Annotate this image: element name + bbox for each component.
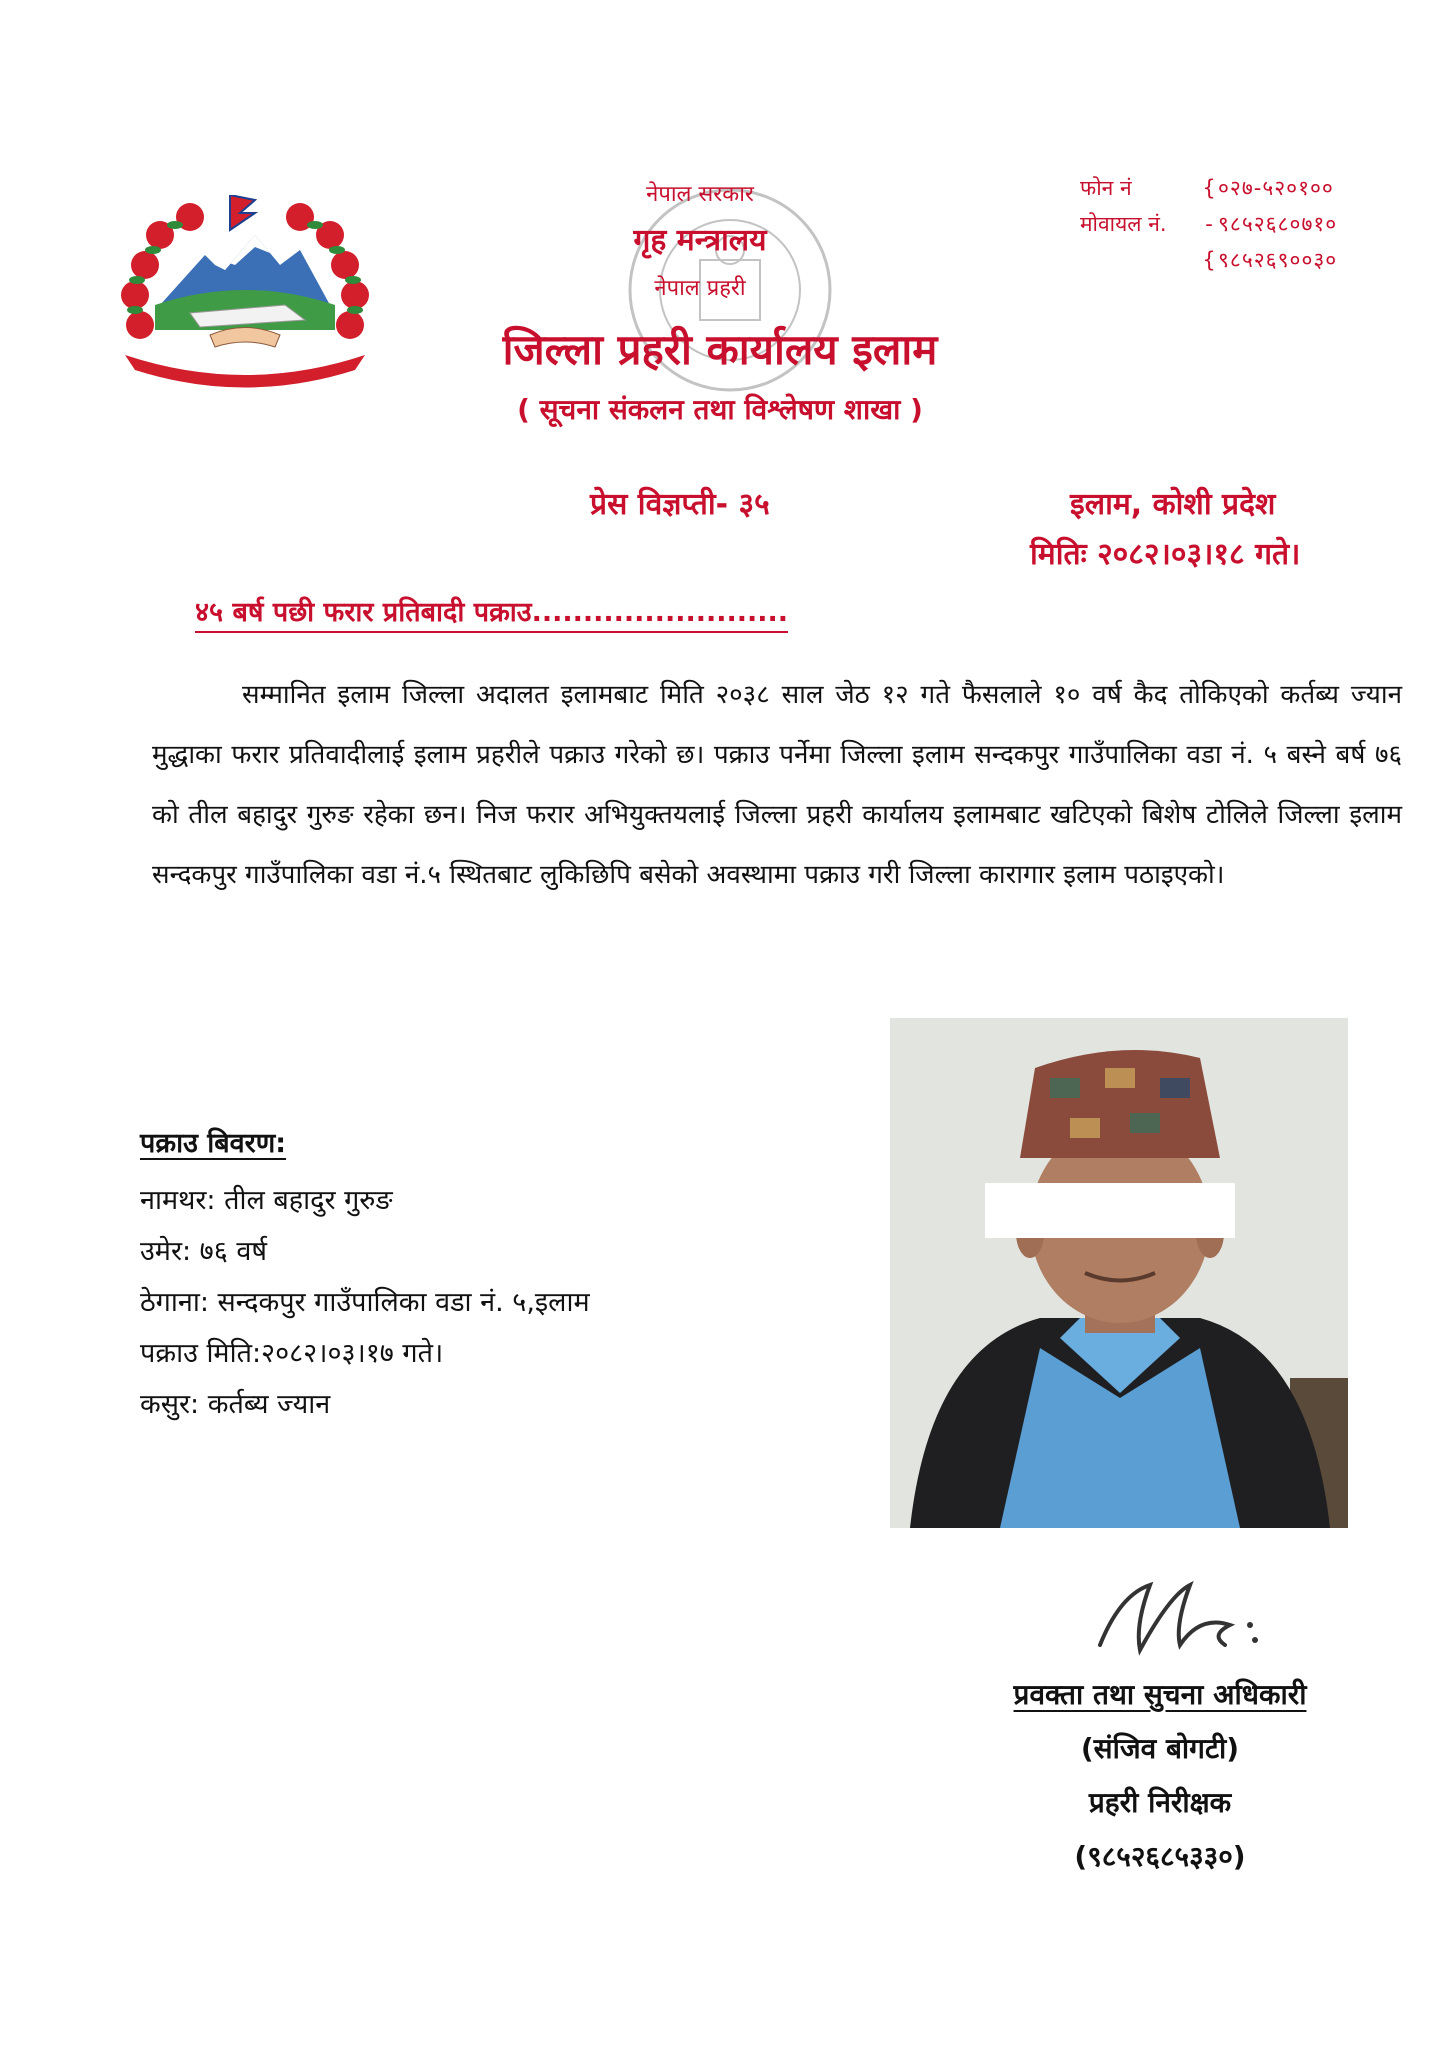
signatory-phone: (९८५२६८५३३०) xyxy=(1074,1840,1246,1873)
government-name: नेपाल सरकार xyxy=(646,182,754,207)
details-title: पक्राउ बिवरण: xyxy=(140,1128,287,1159)
mobile-number-1: ९८५२६८०७१० xyxy=(1218,212,1338,236)
details-age: उमेर: ७६ वर्ष xyxy=(140,1236,267,1267)
mobile-number-2: ९८५२६९००३० xyxy=(1218,248,1338,272)
body-paragraph: सम्मानित इलाम जिल्ला अदालत इलामबाट मिति २०३८ साल जेठ १२ गते फैसलाले १० वर्ष कैद तोकिएको कर्तब्य ज्यान मुद्धाका फरार प्रतिवादीलाई इलाम प्रहरीले पक्राउ गरेको छ। पक्राउ पर्नेमा जिल्ला इलाम सन्दकपुर गाउँपालिका वडा नं. ५ बस्ने बर्ष ७६ को तील बहादुर गुरुङ रहेका छन। निज फरार अभियुक्तयलाई जिल्ला प्रहरी कार्यालय इलामबाट खटिएको बिशेष टोलिले जिल्ला इलाम सन्दकपुर गाउँपालिका वडा नं.५ स्थितबाट लुकिछिपि बसेको अवस्थामा पक्राउ गरी जिल्ला कारागार इलाम पठाइएको। xyxy=(152,680,1402,890)
office-title: जिल्ला प्रहरी कार्यालय इलाम xyxy=(502,325,938,374)
press-place: इलाम, कोशी प्रदेश xyxy=(1070,487,1276,522)
details-charge: कसुर: कर्तब्य ज्यान xyxy=(140,1389,331,1420)
headline: ४५ बर्ष पछी फरार प्रतिबादी पक्राउ......................... xyxy=(195,592,788,633)
ministry-name: गृह मन्त्रालय xyxy=(633,223,767,258)
phone-number: ०२७-५२०१०० xyxy=(1218,176,1334,200)
details-address: ठेगाना: सन्दकपुर गाउँपालिका वडा नं. ५,इलाम xyxy=(140,1287,590,1318)
signatory-rank: प्रहरी निरीक्षक xyxy=(1088,1786,1232,1819)
phone-label: फोन नं xyxy=(1080,176,1132,200)
contact-info: फोन नं { ०२७-५२०१०० मोवायल नं. - ९८५२६८०७१० { ९८५२६९००३० xyxy=(1080,170,1337,278)
signatory-title: प्रवक्ता तथा सुचना अधिकारी xyxy=(1013,1678,1307,1711)
branch-title: ( सूचना संकलन तथा विश्लेषण शाखा ) xyxy=(517,393,923,426)
press-date: मितिः २०८२।०३।१८ गते। xyxy=(1030,537,1301,572)
arrest-details xyxy=(140,1118,590,1430)
details-arrest-date: पक्राउ मिति:२०८२।०३।१७ गते। xyxy=(140,1338,444,1369)
signatory-block xyxy=(960,1668,1360,1884)
signatory-name: (संजिव बोगटी) xyxy=(1080,1732,1240,1765)
nepal-emblem-icon xyxy=(105,195,385,390)
arrestee-photo xyxy=(890,1018,1348,1528)
details-name: नामथर: तील बहादुर गुरुङ xyxy=(140,1185,393,1216)
mobile-label: मोवायल नं. xyxy=(1080,212,1167,236)
press-release-number: प्रेस विज्ञप्ती- ३५ xyxy=(590,487,770,522)
signature-icon xyxy=(1080,1555,1280,1665)
police-name: नेपाल प्रहरी xyxy=(654,276,746,301)
